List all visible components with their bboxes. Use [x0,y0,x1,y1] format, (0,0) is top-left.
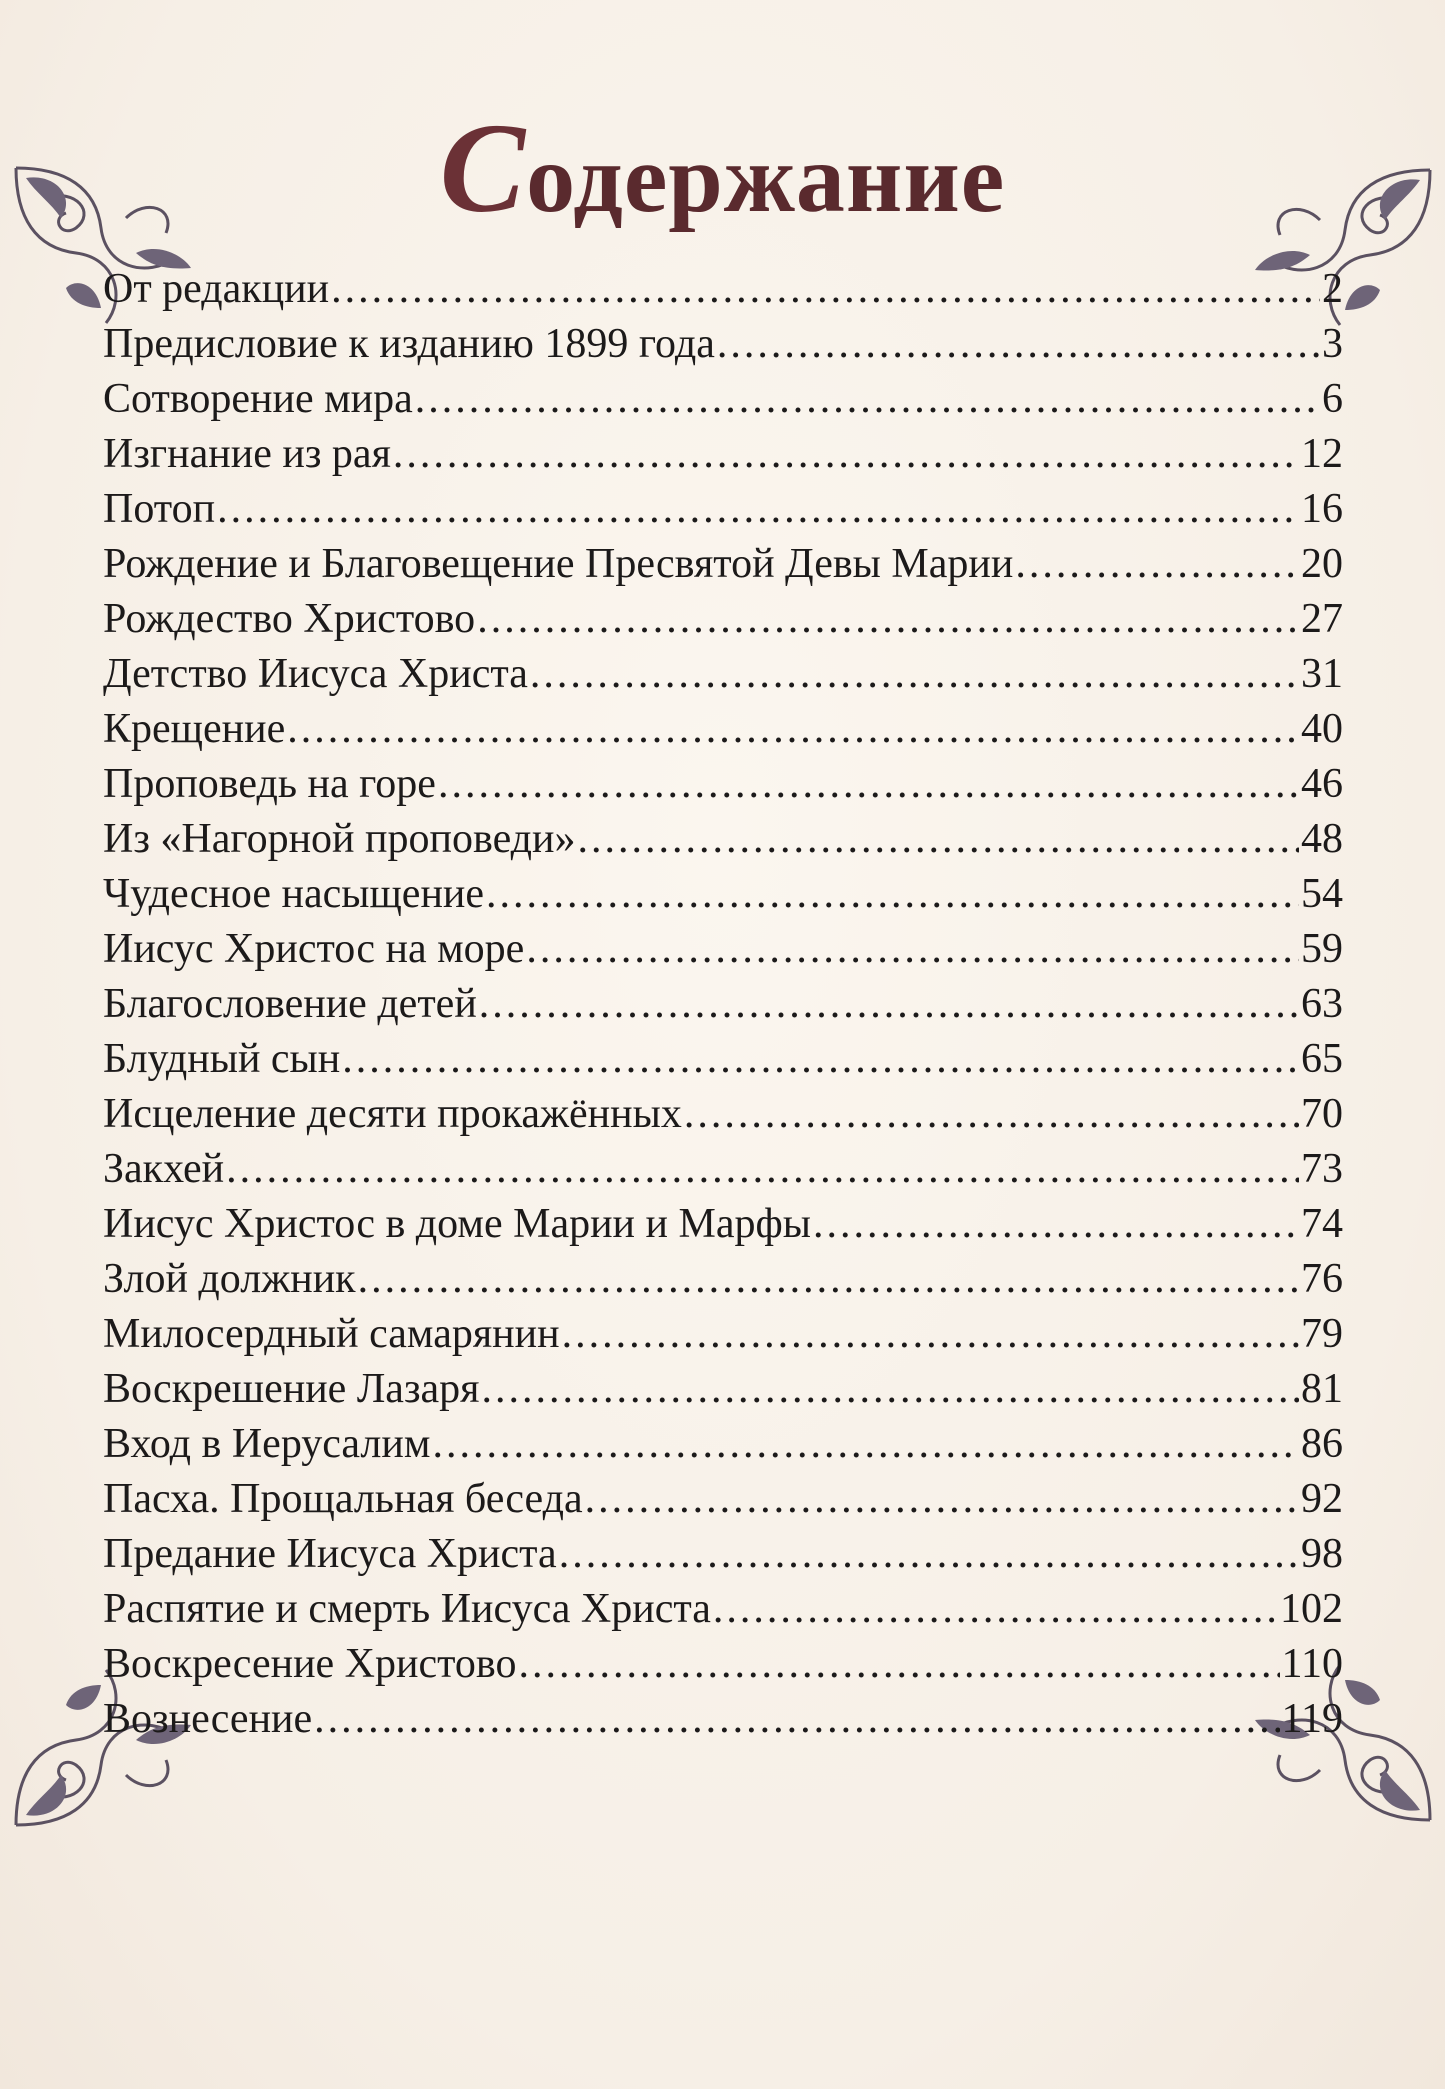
toc-entry-page: 16 [1301,486,1343,532]
toc-dot-leader [562,1307,1299,1362]
toc-entry-title: Предисловие к изданию 1899 года [103,321,715,367]
title-rest: одержание [526,124,1006,233]
toc-dot-leader [585,1472,1299,1527]
toc-entry-title: Милосердный самарянин [103,1311,560,1357]
toc-entry-page: 48 [1301,816,1343,862]
toc-entry [103,1197,1343,1252]
toc-entry [103,1527,1343,1582]
toc-dot-leader [813,1197,1299,1252]
toc-entry-page: 119 [1281,1696,1343,1742]
toc-entry [103,1307,1343,1362]
toc-entry-title: Проповедь на горе [103,761,436,807]
toc-entry-page: 102 [1280,1586,1343,1632]
toc-dot-leader [314,1692,1279,1747]
toc-entry-title: Блудный сын [103,1036,341,1082]
toc-entry-page: 27 [1301,596,1343,642]
toc-dot-leader [217,482,1299,537]
toc-dot-leader [526,922,1299,977]
toc-entry [103,592,1343,647]
toc-entry-title: Потоп [103,486,216,532]
toc-dot-leader [684,1087,1299,1142]
toc-entry [103,1362,1343,1417]
toc-entry [103,1252,1343,1307]
toc-dot-leader [393,427,1299,482]
toc-entry-title: Вход в Иерусалим [103,1421,431,1467]
toc-entry-title: Предание Иисуса Христа [103,1531,557,1577]
toc-entry-page: 98 [1301,1531,1343,1577]
table-of-contents [103,262,1343,1747]
toc-entry [103,757,1343,812]
toc-entry [103,1417,1343,1472]
toc-entry-page: 12 [1301,431,1343,477]
toc-entry-title: Сотворение мира [103,376,413,422]
toc-entry-page: 20 [1301,541,1343,587]
toc-dot-leader [486,867,1299,922]
toc-entry-title: Иисус Христос в доме Марии и Марфы [103,1201,811,1247]
toc-entry-page: 31 [1301,651,1343,697]
toc-entry-page: 73 [1301,1146,1343,1192]
toc-entry-title: Исцеление десяти прокажённых [103,1091,682,1137]
page-title [0,96,1445,239]
toc-entry [103,702,1343,757]
toc-entry-page: 63 [1301,981,1343,1027]
toc-dot-leader [713,1582,1278,1637]
toc-entry [103,1142,1343,1197]
toc-dot-leader [287,702,1299,757]
toc-entry-page: 3 [1322,321,1343,367]
toc-entry [103,372,1343,427]
toc-entry [103,262,1343,317]
toc-entry-page: 81 [1301,1366,1343,1412]
toc-entry-title: Из «Нагорной проповеди» [103,816,576,862]
toc-entry [103,1472,1343,1527]
toc-entry-page: 40 [1301,706,1343,752]
toc-entry-title: Воскресение Христово [103,1641,517,1687]
toc-entry [103,867,1343,922]
toc-entry [103,1087,1343,1142]
toc-dot-leader [358,1252,1299,1307]
toc-entry-page: 76 [1301,1256,1343,1302]
toc-entry-page: 110 [1281,1641,1343,1687]
toc-dot-leader [518,1637,1279,1692]
toc-entry-page: 86 [1301,1421,1343,1467]
toc-entry-page: 2 [1322,266,1343,312]
toc-entry [103,1637,1343,1692]
toc-dot-leader [415,372,1320,427]
toc-entry-title: Злой должник [103,1256,356,1302]
toc-dot-leader [438,757,1299,812]
toc-entry [103,977,1343,1032]
toc-entry-title: Распятие и смерть Иисуса Христа [103,1586,711,1632]
toc-dot-leader [342,1032,1299,1087]
toc-entry [103,1582,1343,1637]
toc-dot-leader [559,1527,1299,1582]
toc-entry-page: 79 [1301,1311,1343,1357]
toc-dot-leader [331,262,1320,317]
toc-entry [103,427,1343,482]
toc-entry-title: Закхей [103,1146,225,1192]
toc-entry [103,1032,1343,1087]
toc-entry-page: 70 [1301,1091,1343,1137]
toc-dot-leader [530,647,1299,702]
toc-entry-title: Изгнание из рая [103,431,391,477]
toc-entry [103,482,1343,537]
toc-entry-title: От редакции [103,266,330,312]
toc-entry-page: 92 [1301,1476,1343,1522]
toc-dot-leader [717,317,1320,372]
toc-entry-title: Крещение [103,706,286,752]
toc-dot-leader [482,1362,1299,1417]
toc-dot-leader [479,977,1299,1032]
toc-entry-title: Вознесение [103,1696,313,1742]
toc-dot-leader [477,592,1299,647]
toc-entry-page: 54 [1301,871,1343,917]
toc-entry-title: Детство Иисуса Христа [103,651,528,697]
toc-dot-leader [226,1142,1299,1197]
toc-entry-title: Воскрешение Лазаря [103,1366,480,1412]
toc-entry [103,317,1343,372]
title-initial: С [439,96,527,239]
toc-entry-title: Рождество Христово [103,596,476,642]
toc-dot-leader [1015,537,1299,592]
toc-entry-page: 46 [1301,761,1343,807]
toc-entry-page: 65 [1301,1036,1343,1082]
toc-entry-page: 6 [1322,376,1343,422]
toc-entry-page: 59 [1301,926,1343,972]
toc-entry-title: Рождение и Благовещение Пресвятой Девы Марии [103,541,1014,587]
toc-entry-page: 74 [1301,1201,1343,1247]
toc-entry [103,647,1343,702]
toc-entry-title: Пасха. Прощальная беседа [103,1476,583,1522]
toc-entry-title: Благословение детей [103,981,477,1027]
toc-entry [103,537,1343,592]
toc-entry [103,1692,1343,1747]
toc-entry [103,922,1343,977]
toc-entry-title: Чудесное насыщение [103,871,485,917]
toc-dot-leader [578,812,1300,867]
toc-dot-leader [432,1417,1299,1472]
toc-entry-title: Иисус Христос на море [103,926,525,972]
toc-entry [103,812,1343,867]
